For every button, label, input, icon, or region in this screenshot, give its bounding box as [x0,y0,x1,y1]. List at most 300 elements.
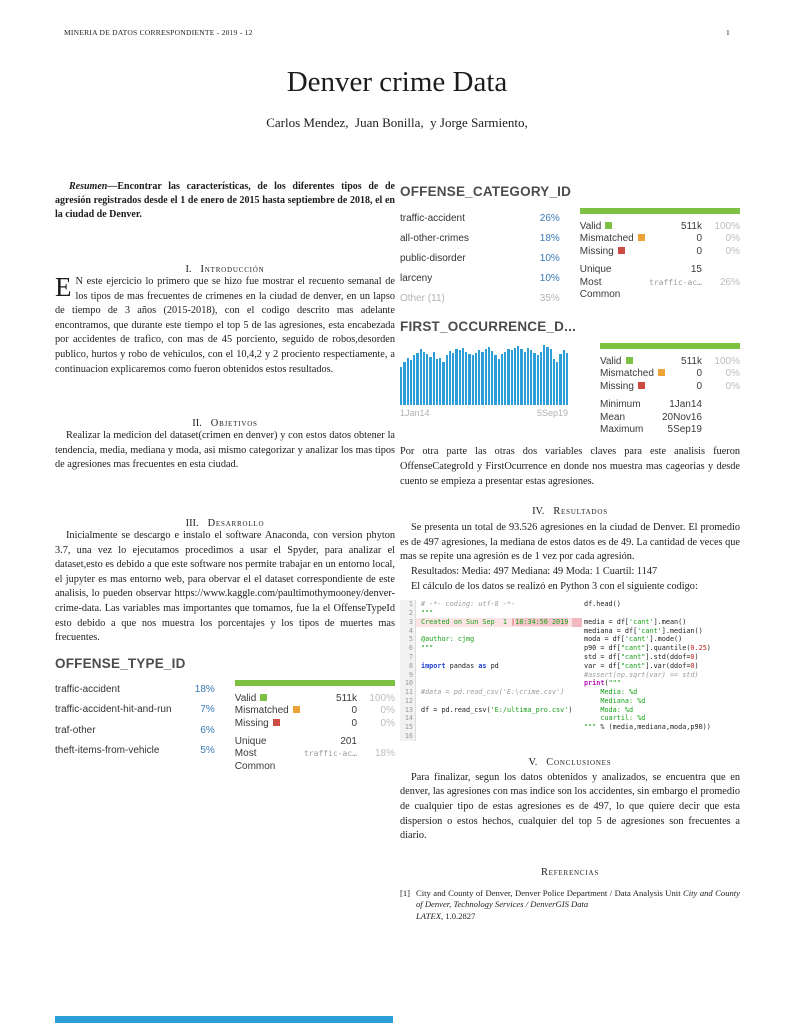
code-token: % (media,mediana,moda,p90)) [596,723,711,732]
line-number: 14 [400,714,416,723]
code-line [584,706,740,715]
code-line [584,662,740,671]
code-line [584,671,740,680]
code-line [584,600,740,609]
abstract [55,180,395,222]
stat-label: Valid [600,356,675,368]
code-token: print [584,679,605,688]
histogram-bar [511,350,513,405]
code-token: std = df[ [584,652,621,661]
histogram-bar [530,350,532,405]
category-list [55,680,215,761]
figure-offense-type-id [55,656,395,773]
figure-title: OFFENSE_CATEGORY_ID [400,184,572,199]
histogram-bar [472,355,474,405]
code-token: Moda: %d [584,705,634,714]
intro-paragraph: E N este ejercicio lo primero que se hizo fue mostrar el recuento semanal de los tipos de mas frecuentes de crimenes en la ciudad de denver, en un lapso de tiempo de 3 años (2015-2018), con el codigo descrito mas adelante encontramos, que durante este tiempo el top 5 de las agresiones, esta encabezada por accidentes de trafico, con mas de 45 porciento, seguido de robos,desorden publico, hurtos y robo de vehiculos, con el 10,4,2 y 2 prociento respectiamente, a continuacion explicaremos como fueron obtenidos estos resultados. [55,272,395,375]
partial-figure-bar [55,1016,393,1023]
authors-line: Carlos Mendez, Juan Bonilla, y Jorge Sarmiento, [266,115,528,130]
histogram [400,343,568,418]
stat-pct: 0% [380,705,395,717]
code-token: Media: %d [584,688,638,697]
code-token: Created on Sun Sep 1 [421,617,512,626]
stat-label: Maximum [600,423,644,435]
line-number: 8 [400,662,416,671]
histogram-bar [403,362,405,405]
stats-panel [580,208,740,301]
category-label: traf-other [55,724,96,736]
code-token: pandas [445,661,479,670]
histogram-bar [481,352,483,405]
heading-referencias: Referencias [540,866,600,878]
code-token: df = pd.read_csv( [421,705,491,714]
red-legend-square [618,247,625,254]
code-line [584,635,740,644]
code-token: import [421,661,446,670]
line-number: 11 [400,688,416,697]
category-label: public-disorder [400,252,466,264]
heading-introduccion: I. Introducción [185,264,265,275]
line-number: 7 [400,653,416,662]
histogram-bar [400,367,402,405]
histogram-bar [507,349,509,405]
latex-logo: LATEX [416,911,441,922]
line-number: 2 [400,609,416,618]
running-header [64,28,730,37]
code-token: Mediana: %d [584,696,646,705]
histogram-bar [413,355,415,405]
code-line [400,653,576,662]
line-number: 3 [400,618,416,627]
code-line [400,609,576,618]
code-line [584,679,740,688]
conclusiones-paragraph: Para finalizar, segun los datos obtenidos y analizados, se encuentra que en denver, las agresiones con mas indice son los accidentes, sin embargo el promedio de cualquier tipo de estas agresiones es de 497, lo que quiere decir que esta dispersion o estos hechos, cualquier del top 5 de agresiones son frecuentes a diario. [400,771,740,842]
histogram-bar [514,348,516,405]
histogram-bar [553,359,555,405]
histogram-bar [559,354,561,405]
right-column [400,178,740,923]
stat-mismatched [235,705,395,717]
category-percent: 10% [539,252,560,264]
abstract-body: —Encontrar las características, de los diferentes tipos de de agresión registrados desde el 1 de enero de 2015 hasta septiembre de 2018, el en la ciudad de Denver. [55,181,395,220]
green-legend-square [260,694,267,701]
code-token: as [478,661,487,670]
drop-cap: E [55,272,72,302]
stat-label: Valid [580,221,675,233]
category-label: Other (11) [400,293,445,305]
code-token: """ [421,644,434,653]
green-legend-square [626,357,633,364]
stat-count: 511k [681,221,702,232]
histogram-bar [478,350,480,405]
histogram-bar [442,362,444,405]
code-line [584,618,740,627]
stat-label: Minimum [600,399,641,411]
histogram-bar [449,351,451,405]
code-token: 18:34:50 2019 [515,617,569,626]
category-row [55,680,215,700]
stat-pct: 18% [374,748,395,760]
code-line [400,688,576,697]
code-line [400,679,576,688]
histogram-bar [468,354,470,405]
histogram-bar [566,353,568,405]
stat-label: Most Common [579,276,621,301]
histogram-bar [498,359,500,405]
code-line [400,600,576,609]
editor-scroll-marker [572,618,582,627]
code-token: """ [584,723,597,732]
category-row [55,700,215,720]
stat-pct: 100% [714,221,740,232]
category-label: all-other-crimes [400,232,469,244]
code-line [400,618,576,627]
code-token: ) [706,644,711,653]
stat-mean [600,412,740,424]
stat-count: 511k [681,355,702,367]
references-list [400,888,740,923]
stat-valid [580,221,740,233]
line-number: 4 [400,627,416,636]
code-line [584,653,740,662]
reference-1 [400,888,740,923]
histogram-bar [420,349,422,405]
histogram-bar [540,352,542,405]
code-line [400,671,576,680]
code-line [584,609,740,618]
category-row [400,228,560,248]
histogram-bar [546,347,548,405]
line-number: 5 [400,635,416,644]
code-token: ].var(ddof= [645,661,691,670]
stats-panel [600,343,740,436]
stat-label: Unique [234,735,267,747]
stat-count: 0 [696,380,702,392]
stat-most-common [580,277,740,302]
code-token: ) [694,652,699,661]
stat-minimum [600,399,740,411]
histogram-bar [462,348,464,405]
resultados-paragraph-1: Se presenta un total de 93.526 agresiones en la ciudad de Denver. El promedio es de 497 agresiones, la mediana de estos datos es de 49. La cantidad de veces que mas se repite una agresión es de 1 vez por cada agresión. [400,522,740,563]
stat-pct: 0% [725,380,740,392]
stat-count: 15 [690,264,702,276]
histogram-bar [426,354,428,405]
valid-progress-bar [235,680,395,686]
histogram-bar [556,362,558,405]
category-percent: 26% [539,212,560,224]
stat-missing [235,718,395,730]
valid-progress-bar [580,208,740,214]
code-token: moda = df[ [584,635,625,644]
stat-pct: 100% [714,355,740,367]
code-line [400,723,576,732]
histogram-bar [436,359,438,405]
stat-pct: 0% [725,368,740,380]
histogram-bar [563,350,565,405]
code-token: ].quantile( [645,644,691,653]
code-line [400,635,576,644]
stat-label: Missing [600,381,690,393]
stat-pct: 0% [725,233,740,245]
code-token: """ [421,608,434,617]
stat-count: 0 [351,705,357,717]
stat-count: 511k [336,692,357,704]
reference-version: , 1.0.2827 [441,911,476,922]
figure-title: OFFENSE_TYPE_ID [55,655,186,671]
category-row [400,289,560,309]
stat-missing [580,246,740,258]
figure-offense-category-id [400,184,740,309]
figure-python-code [400,600,740,741]
category-row [55,740,215,760]
heading-resultados: IV. Resultados [532,506,608,518]
valid-progress-bar [600,343,740,349]
category-percent: 5% [200,744,215,756]
category-percent: 18% [194,684,215,696]
stat-label: Valid [235,693,330,705]
category-label: theft-items-from-vehicle [55,744,160,756]
histogram-bar [504,352,506,405]
histogram-bar [439,358,441,405]
stat-missing [600,381,740,393]
stat-unique [235,736,395,748]
stat-count: 0 [696,368,702,380]
code-line [584,723,740,732]
stat-count: 0 [696,245,702,257]
desarrollo-paragraph: Inicialmente se descargo e instalo el software Anaconda, con version phyton 3.7, una vez lo ejecutamos procedimos a usar el Spyder, para analizar el dataset,esto es debido a que este software nos permite trabajar en un entorno local, el jupyter es mas entorno web, para obervar el el dataset correspondiente de este analisis, lo pueden observar https://www.kaggle.com/paultimothymooney/denver-crime-data. Las variables mas importantes que tomamos, fue la el OffenseTypeId esto debido a que nos muestra los porcentajes y los tipos de muertes mas frecuentes. [55,529,395,644]
stat-most-common [235,748,395,773]
category-percent: 35% [539,293,560,305]
stat-pct: 0% [725,245,740,257]
line-number: 13 [400,706,416,715]
histogram-bar [429,357,431,405]
reference-italic-text: City and County of Denver, Technology Services / DenverGIS Data [416,887,740,910]
left-column [55,178,395,773]
histogram-bar [452,353,454,405]
code-token: pd [486,661,499,670]
category-label: traffic-accident-hit-and-run [55,704,172,716]
line-number: 12 [400,697,416,706]
histogram-bars [400,343,568,405]
green-legend-square [605,222,612,229]
stat-count: 0 [351,717,357,729]
line-number: 16 [400,732,416,741]
code-token: """ [608,679,621,688]
code-token: 0 [690,661,695,670]
stat-unique [580,264,740,276]
figure-first-occurrence-date [400,319,740,436]
most-common-value: traffic-ac… [304,749,357,759]
line-number: 9 [400,671,416,680]
stat-label: Mismatched [600,368,690,380]
code-line [400,697,576,706]
code-token: ) [568,705,573,714]
stat-pct: 100% [369,692,395,704]
stat-pct: 26% [719,276,740,288]
stat-value: 20Nov16 [661,411,702,423]
stats-panel [235,680,395,773]
code-line [400,714,576,723]
histogram-bar [465,352,467,405]
stat-label: Missing [235,718,346,730]
figure-title: FIRST_OCCURRENCE_D... [400,318,576,334]
histogram-bar [524,352,526,405]
histogram-bar [455,349,457,405]
histogram-bar [423,352,425,405]
code-token: 'cant' [629,617,654,626]
orange-legend-square [293,706,300,713]
code-token: #data = pd.read_csv('E:\crime.csv') [421,688,565,697]
stat-count: 0 [696,233,702,245]
code-line [400,706,576,715]
axis-max-label: 5Sep19 [536,407,568,418]
code-token: ].mean() [653,617,687,626]
red-legend-square [638,382,645,389]
stat-pct: 0% [380,717,395,729]
code-token: ) [694,661,699,670]
abstract-lead: Resumen [69,181,108,192]
paper-title: Denver crime Data [286,66,508,98]
stat-valid [235,693,395,705]
code-token: ].std(ddof= [645,652,691,661]
category-row [400,208,560,228]
histogram-bar [517,346,519,405]
heading-conclusiones: V. Conclusiones [528,756,612,768]
category-label: traffic-accident [55,684,120,696]
code-token: 0.25 [690,644,707,653]
code-token: df.head() [584,600,621,609]
code-token: # -*- coding: utf-8 -*- [421,600,516,609]
histogram-bar [494,355,496,405]
code-token: mediana = df[ [584,626,638,635]
line-number: 15 [400,723,416,732]
code-token: #assert(np.sqrt(var) == std) [584,670,699,679]
axis-min-label: 1Jan14 [400,407,430,418]
category-row [400,248,560,268]
code-token: | [511,617,516,626]
code-line [584,714,740,723]
code-editor-left [400,600,576,741]
code-token: ( [604,679,609,688]
stat-value: 1Jan14 [669,399,702,411]
histogram-bar [537,355,539,405]
histogram-bar [410,360,412,405]
orange-legend-square [658,369,665,376]
line-number: 1 [400,600,416,609]
reference-marker: [1] [400,887,411,898]
code-token: ].median() [661,626,703,635]
running-header-text: MINERIA DE DATOS CORRESPONDIENTE - 2019 - 12 [64,28,253,37]
code-token: "cant" [620,661,646,670]
code-line [400,627,576,636]
code-token: p90 = df[ [584,644,621,653]
reference-text: City and County of Denver, Denver Police Department / Data Analysis Unit [416,887,684,898]
stat-label: Mismatched [235,705,346,717]
resultados-paragraph-2: Resultados: Media: 497 Mediana: 49 Moda: 1 Cuartil: 1147 [411,565,658,577]
stat-valid [600,356,740,368]
stat-label: Mean [600,411,626,423]
code-token: media = df[ [584,617,630,626]
histogram-bar [501,354,503,405]
code-line [400,732,576,741]
category-label: traffic-accident [400,212,465,224]
histogram-bar [491,351,493,405]
stat-label: Missing [580,246,691,258]
code-token: 'cant' [624,635,650,644]
category-percent: 7% [200,704,215,716]
code-line [400,644,576,653]
stat-value: 5Sep19 [667,423,702,435]
code-token: "cant" [620,652,646,661]
histogram-bar [433,352,435,405]
stat-label: Mismatched [580,233,691,245]
most-common-value: traffic-ac… [649,277,702,287]
code-token: ].mode() [649,635,683,644]
stat-label: Unique [579,264,612,276]
page-number: 1 [726,28,730,37]
category-percent: 6% [200,724,215,736]
histogram-bar [485,349,487,405]
category-row [400,269,560,289]
code-token: @author: cjmg [421,635,475,644]
histogram-bar [475,353,477,405]
histogram-bar [520,349,522,405]
code-line [584,697,740,706]
code-line [584,627,740,636]
line-number: 10 [400,679,416,688]
histogram-bar [488,347,490,405]
category-label: larceny [400,273,433,285]
stat-count: 201 [340,735,357,747]
heading-desarrollo: III. Desarrollo [185,517,265,529]
histogram-axis [400,408,568,418]
resultados-paragraph-3: El cálculo de los datos se realizó en Python 3 con el siguiente codigo: [411,580,698,592]
category-row [55,720,215,740]
category-percent: 18% [539,232,560,244]
continuation-paragraph: Por otra parte las otras dos variables claves para este analisis fueron OffenseCategroId y FirstOcurrence en donde nos muestra mas cageorias y desde cuento se empieza a presentar estas agresiones. [400,446,740,487]
objetivos-paragraph: Realizar la medicion del dataset(crimen en denver) y con estos datos obtener la tendencia, media, mediana y moda, asi mismo categorizar y analizar los mas tipos de agresiones mas frecuentes en esta ciudad. [55,430,395,471]
histogram-bar [416,353,418,405]
code-token: cuartil: %d [584,714,646,723]
category-percent: 10% [539,273,560,285]
stat-label: Most Common [234,748,276,772]
histogram-bar [459,350,461,405]
code-token: 0 [690,652,695,661]
code-token: 'cant' [637,626,662,635]
code-token: "cant" [620,644,646,653]
stat-mismatched [580,233,740,245]
line-number: 6 [400,644,416,653]
code-token: 'E:/ultima_pro.csv' [490,705,569,714]
histogram-bar [543,345,545,405]
code-line [584,688,740,697]
code-line [584,644,740,653]
histogram-bar [527,348,529,405]
histogram-bar [550,349,552,405]
histogram-bar [407,358,409,405]
red-legend-square [273,719,280,726]
histogram-bar [446,355,448,405]
code-editor-right [576,600,740,741]
orange-legend-square [638,234,645,241]
heading-objetivos: II. Objetivos [192,418,258,430]
histogram-bar [533,353,535,405]
stat-mismatched [600,368,740,380]
category-list [400,208,560,309]
code-token: var = df[ [584,661,621,670]
code-line [400,662,576,671]
stat-maximum [600,424,740,436]
